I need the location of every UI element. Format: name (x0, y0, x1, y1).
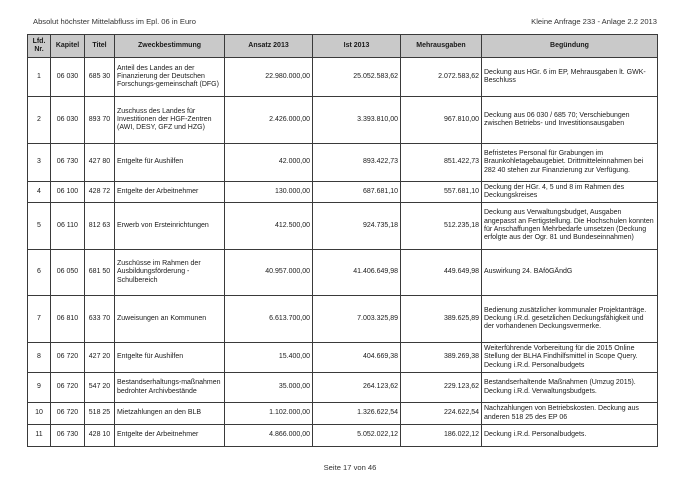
cell-nr: 5 (28, 203, 51, 250)
table-row (28, 182, 658, 203)
cell-kapitel: 06 050 (51, 250, 85, 296)
cell-nr: 8 (28, 343, 51, 373)
cell-nr: 11 (28, 425, 51, 447)
column-header-ansatz: Ansatz 2013 (225, 35, 313, 58)
cell-kapitel: 06 730 (51, 144, 85, 182)
cell-zweck: Entgelte für Aushilfen (115, 144, 225, 182)
cell-ist: 3.393.810,00 (313, 97, 401, 144)
column-header-kapitel: Kapitel (51, 35, 85, 58)
cell-kapitel: 06 810 (51, 296, 85, 343)
table-row (28, 58, 658, 97)
table-row (28, 343, 658, 373)
cell-begruendung: Weiterführende Vorbereitung für die 2015 Online Stellung der BLHA Findhilfsmittel in Scope Query. Deckung i.R.d. Personalbudgets (482, 343, 658, 373)
cell-mehr: 229.123,62 (401, 373, 482, 403)
cell-ist: 1.326.622,54 (313, 403, 401, 425)
table-row (28, 203, 658, 250)
cell-zweck: Mietzahlungen an den BLB (115, 403, 225, 425)
cell-titel: 428 72 (85, 182, 115, 203)
cell-kapitel: 06 720 (51, 343, 85, 373)
cell-begruendung: Deckung der HGr. 4, 5 und 8 im Rahmen des Deckungskreises (482, 182, 658, 203)
cell-begruendung: Deckung aus Verwaltungsbudget, Ausgaben angepasst an Fertigstellung. Die Hochschulen konnten für Anschaffungen Mehrbedarfe umsetzen (Deckung erfolgte aus der Ogr. 81 und Bundeseinnahmen) (482, 203, 658, 250)
cell-kapitel: 06 110 (51, 203, 85, 250)
cell-begruendung: Auswirkung 24. BAföGÄndG (482, 250, 658, 296)
cell-begruendung: Bestandserhaltende Maßnahmen (Umzug 2015). Deckung i.R.d. Verwaltungsbudgets. (482, 373, 658, 403)
cell-begruendung: Befristetes Personal für Grabungen im Braunkohletagebaugebiet. Drittmitteleinnahmen bei 282 40 stehen zur Finanzierung zur Verfügung. (482, 144, 658, 182)
cell-titel: 633 70 (85, 296, 115, 343)
cell-nr: 10 (28, 403, 51, 425)
column-header-zweckbestimmung: Zweckbestimmung (115, 35, 225, 58)
cell-ansatz: 22.980.000,00 (225, 58, 313, 97)
cell-titel: 685 30 (85, 58, 115, 97)
table-row (28, 250, 658, 296)
cell-titel: 427 20 (85, 343, 115, 373)
cell-mehr: 851.422,73 (401, 144, 482, 182)
cell-kapitel: 06 720 (51, 403, 85, 425)
cell-zweck: Zuschuss des Landes für Investitionen der HGF-Zentren (AWI, DESY, GFZ und HZG) (115, 97, 225, 144)
cell-nr: 1 (28, 58, 51, 97)
cell-ansatz: 40.957.000,00 (225, 250, 313, 296)
cell-ist: 264.123,62 (313, 373, 401, 403)
cell-ansatz: 412.500,00 (225, 203, 313, 250)
cell-nr: 6 (28, 250, 51, 296)
column-header-nr: Lfd. Nr. (28, 35, 51, 58)
cell-ist: 7.003.325,89 (313, 296, 401, 343)
cell-ist: 25.052.583,62 (313, 58, 401, 97)
cell-zweck: Entgelte für Aushilfen (115, 343, 225, 373)
column-header-mehrausgaben: Mehrausgaben (401, 35, 482, 58)
cell-zweck: Zuweisungen an Kommunen (115, 296, 225, 343)
cell-begruendung: Deckung aus HGr. 6 im EP, Mehrausgaben lt. GWK-Beschluss (482, 58, 658, 97)
column-header-ist: Ist 2013 (313, 35, 401, 58)
cell-ist: 404.669,38 (313, 343, 401, 373)
expenditure-table (27, 34, 658, 447)
cell-zweck: Bestandserhaltungs-maßnahmen bedrohter Archivbestände (115, 373, 225, 403)
cell-kapitel: 06 030 (51, 58, 85, 97)
cell-nr: 7 (28, 296, 51, 343)
cell-titel: 518 25 (85, 403, 115, 425)
cell-ansatz: 15.400,00 (225, 343, 313, 373)
cell-begruendung: Nachzahlungen von Betriebskosten. Deckung aus anderen 518 25 des EP 06 (482, 403, 658, 425)
cell-ansatz: 35.000,00 (225, 373, 313, 403)
cell-mehr: 967.810,00 (401, 97, 482, 144)
cell-ist: 893.422,73 (313, 144, 401, 182)
header-reference: Kleine Anfrage 233 - Anlage 2.2 2013 (531, 17, 657, 26)
cell-kapitel: 06 720 (51, 373, 85, 403)
cell-zweck: Zuschüsse im Rahmen der Ausbildungsförderung - Schulbereich (115, 250, 225, 296)
cell-ansatz: 2.426.000,00 (225, 97, 313, 144)
cell-ansatz: 130.000,00 (225, 182, 313, 203)
cell-zweck: Anteil des Landes an der Finanzierung der Deutschen Forschungs-gemeinschaft (DFG) (115, 58, 225, 97)
cell-nr: 4 (28, 182, 51, 203)
cell-ist: 924.735,18 (313, 203, 401, 250)
cell-titel: 547 20 (85, 373, 115, 403)
cell-titel: 427 80 (85, 144, 115, 182)
cell-mehr: 557.681,10 (401, 182, 482, 203)
column-header-titel: Titel (85, 35, 115, 58)
cell-titel: 812 63 (85, 203, 115, 250)
table-header-row (28, 35, 658, 58)
cell-mehr: 389.269,38 (401, 343, 482, 373)
table-row (28, 97, 658, 144)
page-number: Seite 17 von 46 (323, 463, 377, 472)
cell-begruendung: Bedienung zusätzlicher kommunaler Projektanträge. Deckung i.R.d. gesetzlichen Deckungsfähigkeit und der vorhandenen Deckungsvermerke. (482, 296, 658, 343)
table-row (28, 403, 658, 425)
cell-nr: 9 (28, 373, 51, 403)
cell-mehr: 449.649,98 (401, 250, 482, 296)
header-title: Absolut höchster Mittelabfluss im Epl. 06 in Euro (33, 17, 196, 26)
cell-nr: 3 (28, 144, 51, 182)
column-header-begruendung: Begündung (482, 35, 658, 58)
table-row (28, 144, 658, 182)
cell-begruendung: Deckung aus 06 030 / 685 70; Verschiebungen zwischen Betriebs- und Investitionsausgaben (482, 97, 658, 144)
cell-ist: 687.681,10 (313, 182, 401, 203)
cell-titel: 893 70 (85, 97, 115, 144)
cell-begruendung: Deckung i.R.d. Personalbudgets. (482, 425, 658, 447)
cell-kapitel: 06 730 (51, 425, 85, 447)
table-row (28, 425, 658, 447)
table-row (28, 296, 658, 343)
cell-zweck: Entgelte der Arbeitnehmer (115, 182, 225, 203)
cell-ist: 5.052.022,12 (313, 425, 401, 447)
cell-titel: 681 50 (85, 250, 115, 296)
cell-ansatz: 4.866.000,00 (225, 425, 313, 447)
cell-kapitel: 06 100 (51, 182, 85, 203)
cell-ist: 41.406.649,98 (313, 250, 401, 296)
cell-mehr: 389.625,89 (401, 296, 482, 343)
cell-mehr: 512.235,18 (401, 203, 482, 250)
cell-mehr: 224.622,54 (401, 403, 482, 425)
table-row (28, 373, 658, 403)
cell-mehr: 186.022,12 (401, 425, 482, 447)
cell-zweck: Erwerb von Ersteinrichtungen (115, 203, 225, 250)
cell-ansatz: 1.102.000,00 (225, 403, 313, 425)
cell-mehr: 2.072.583,62 (401, 58, 482, 97)
cell-nr: 2 (28, 97, 51, 144)
cell-zweck: Entgelte der Arbeitnehmer (115, 425, 225, 447)
cell-ansatz: 42.000,00 (225, 144, 313, 182)
cell-kapitel: 06 030 (51, 97, 85, 144)
cell-titel: 428 10 (85, 425, 115, 447)
cell-ansatz: 6.613.700,00 (225, 296, 313, 343)
